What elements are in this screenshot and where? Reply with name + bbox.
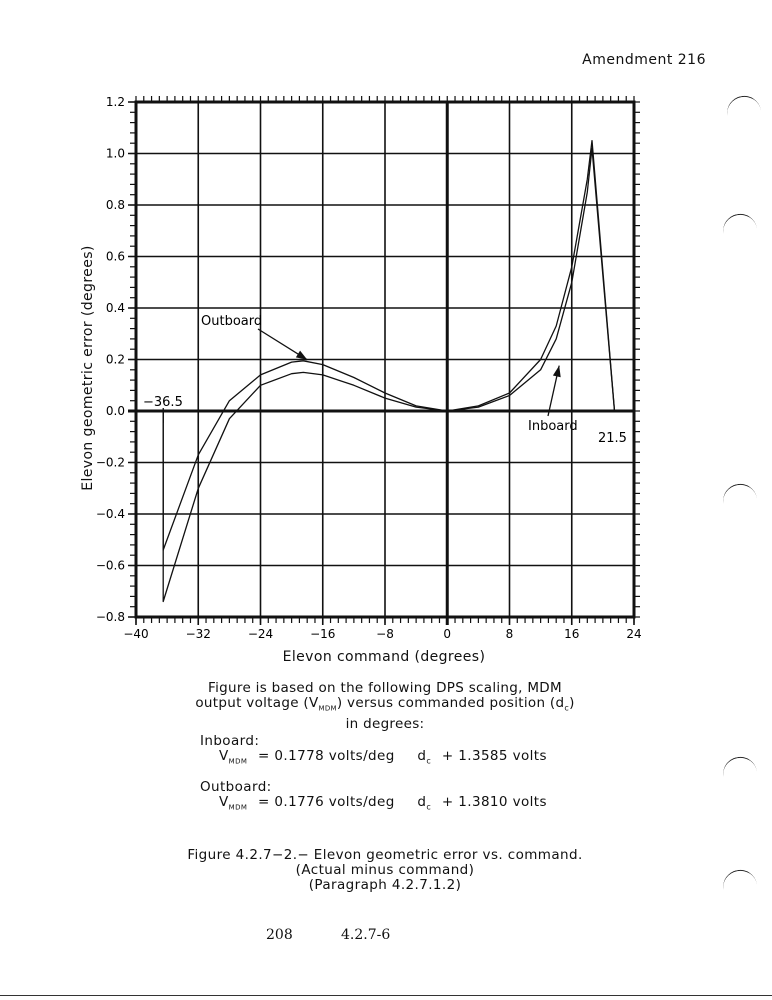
y-tick-label: 0.8 — [105, 198, 125, 212]
inboard-arrow-arrowhead — [553, 366, 561, 378]
y-tick-label: −0.4 — [95, 507, 125, 521]
series-line-outboard — [163, 141, 614, 550]
y-tick-label: 0.0 — [105, 404, 125, 418]
outboard-arrow-arrowhead — [296, 351, 307, 360]
description-line-2: output voltage $(V_{MDM})$ versus commanded position $(d_c)$ — [195, 695, 575, 713]
page-bottom-rule — [0, 995, 772, 996]
x-tick-label: 0 — [443, 627, 452, 640]
x-tick-label: −8 — [376, 627, 394, 640]
outboard-title: Outboard: — [200, 779, 272, 795]
y-tick-label: 1.2 — [105, 95, 125, 109]
y-tick-label: 0.6 — [105, 249, 125, 264]
x-tick-label: −40 — [123, 627, 149, 640]
x-tick-label: 8 — [505, 627, 514, 640]
y-tick-label: 0.2 — [105, 352, 125, 367]
outboard-label: Outboard — [201, 314, 263, 329]
y-tick-label: 1.0 — [105, 146, 125, 161]
start-value-label: −36.5 — [143, 395, 183, 410]
outboard-equation: $V_{MDM} = 0.1776$ volts/deg $d_c + 1.3810$ volts — [219, 794, 547, 812]
y-tick-label: 0.4 — [105, 301, 125, 315]
caption-line-1: Figure 4.2.7−2.− Elevon geometric error vs. command. — [187, 847, 583, 863]
x-axis-label: Elevon command (degrees) — [282, 649, 486, 665]
series-line-inboard — [163, 148, 614, 601]
caption-line-2: (Actual minus command) — [295, 862, 475, 878]
figure-caption — [187, 848, 582, 893]
binder-hole-mark — [720, 754, 757, 781]
y-tick-label: −0.8 — [95, 610, 125, 624]
amendment-header: Amendment 216 — [582, 52, 706, 68]
x-tick-label: −16 — [310, 627, 336, 640]
binder-hole-mark — [720, 867, 757, 894]
description-line-3: in degrees: — [345, 715, 425, 732]
page-number: 208 — [266, 927, 293, 943]
y-axis-label: Elevon geometric error (degrees) — [80, 245, 96, 491]
inboard-equation: $V_{MDM} = 0.1778$ volts/deg $d_c + 1.3585$ volts — [219, 748, 547, 766]
caption-line-3: (Paragraph 4.2.7.1.2) — [308, 877, 462, 893]
x-tick-label: 16 — [564, 627, 580, 640]
inboard-label: Inboard — [528, 419, 578, 434]
inboard-title: Inboard: — [200, 733, 260, 749]
end-value-label: 21.5 — [598, 431, 627, 446]
x-tick-label: 24 — [626, 627, 642, 640]
section-number: 4.2.7-6 — [341, 927, 391, 943]
x-tick-label: −24 — [247, 627, 274, 640]
y-tick-label: −0.2 — [95, 455, 125, 470]
y-tick-label: −0.6 — [95, 558, 125, 573]
description-line-1: Figure is based on the following DPS scaling, MDM — [208, 680, 562, 696]
x-tick-label: −32 — [185, 627, 211, 640]
figure-description — [155, 681, 615, 732]
